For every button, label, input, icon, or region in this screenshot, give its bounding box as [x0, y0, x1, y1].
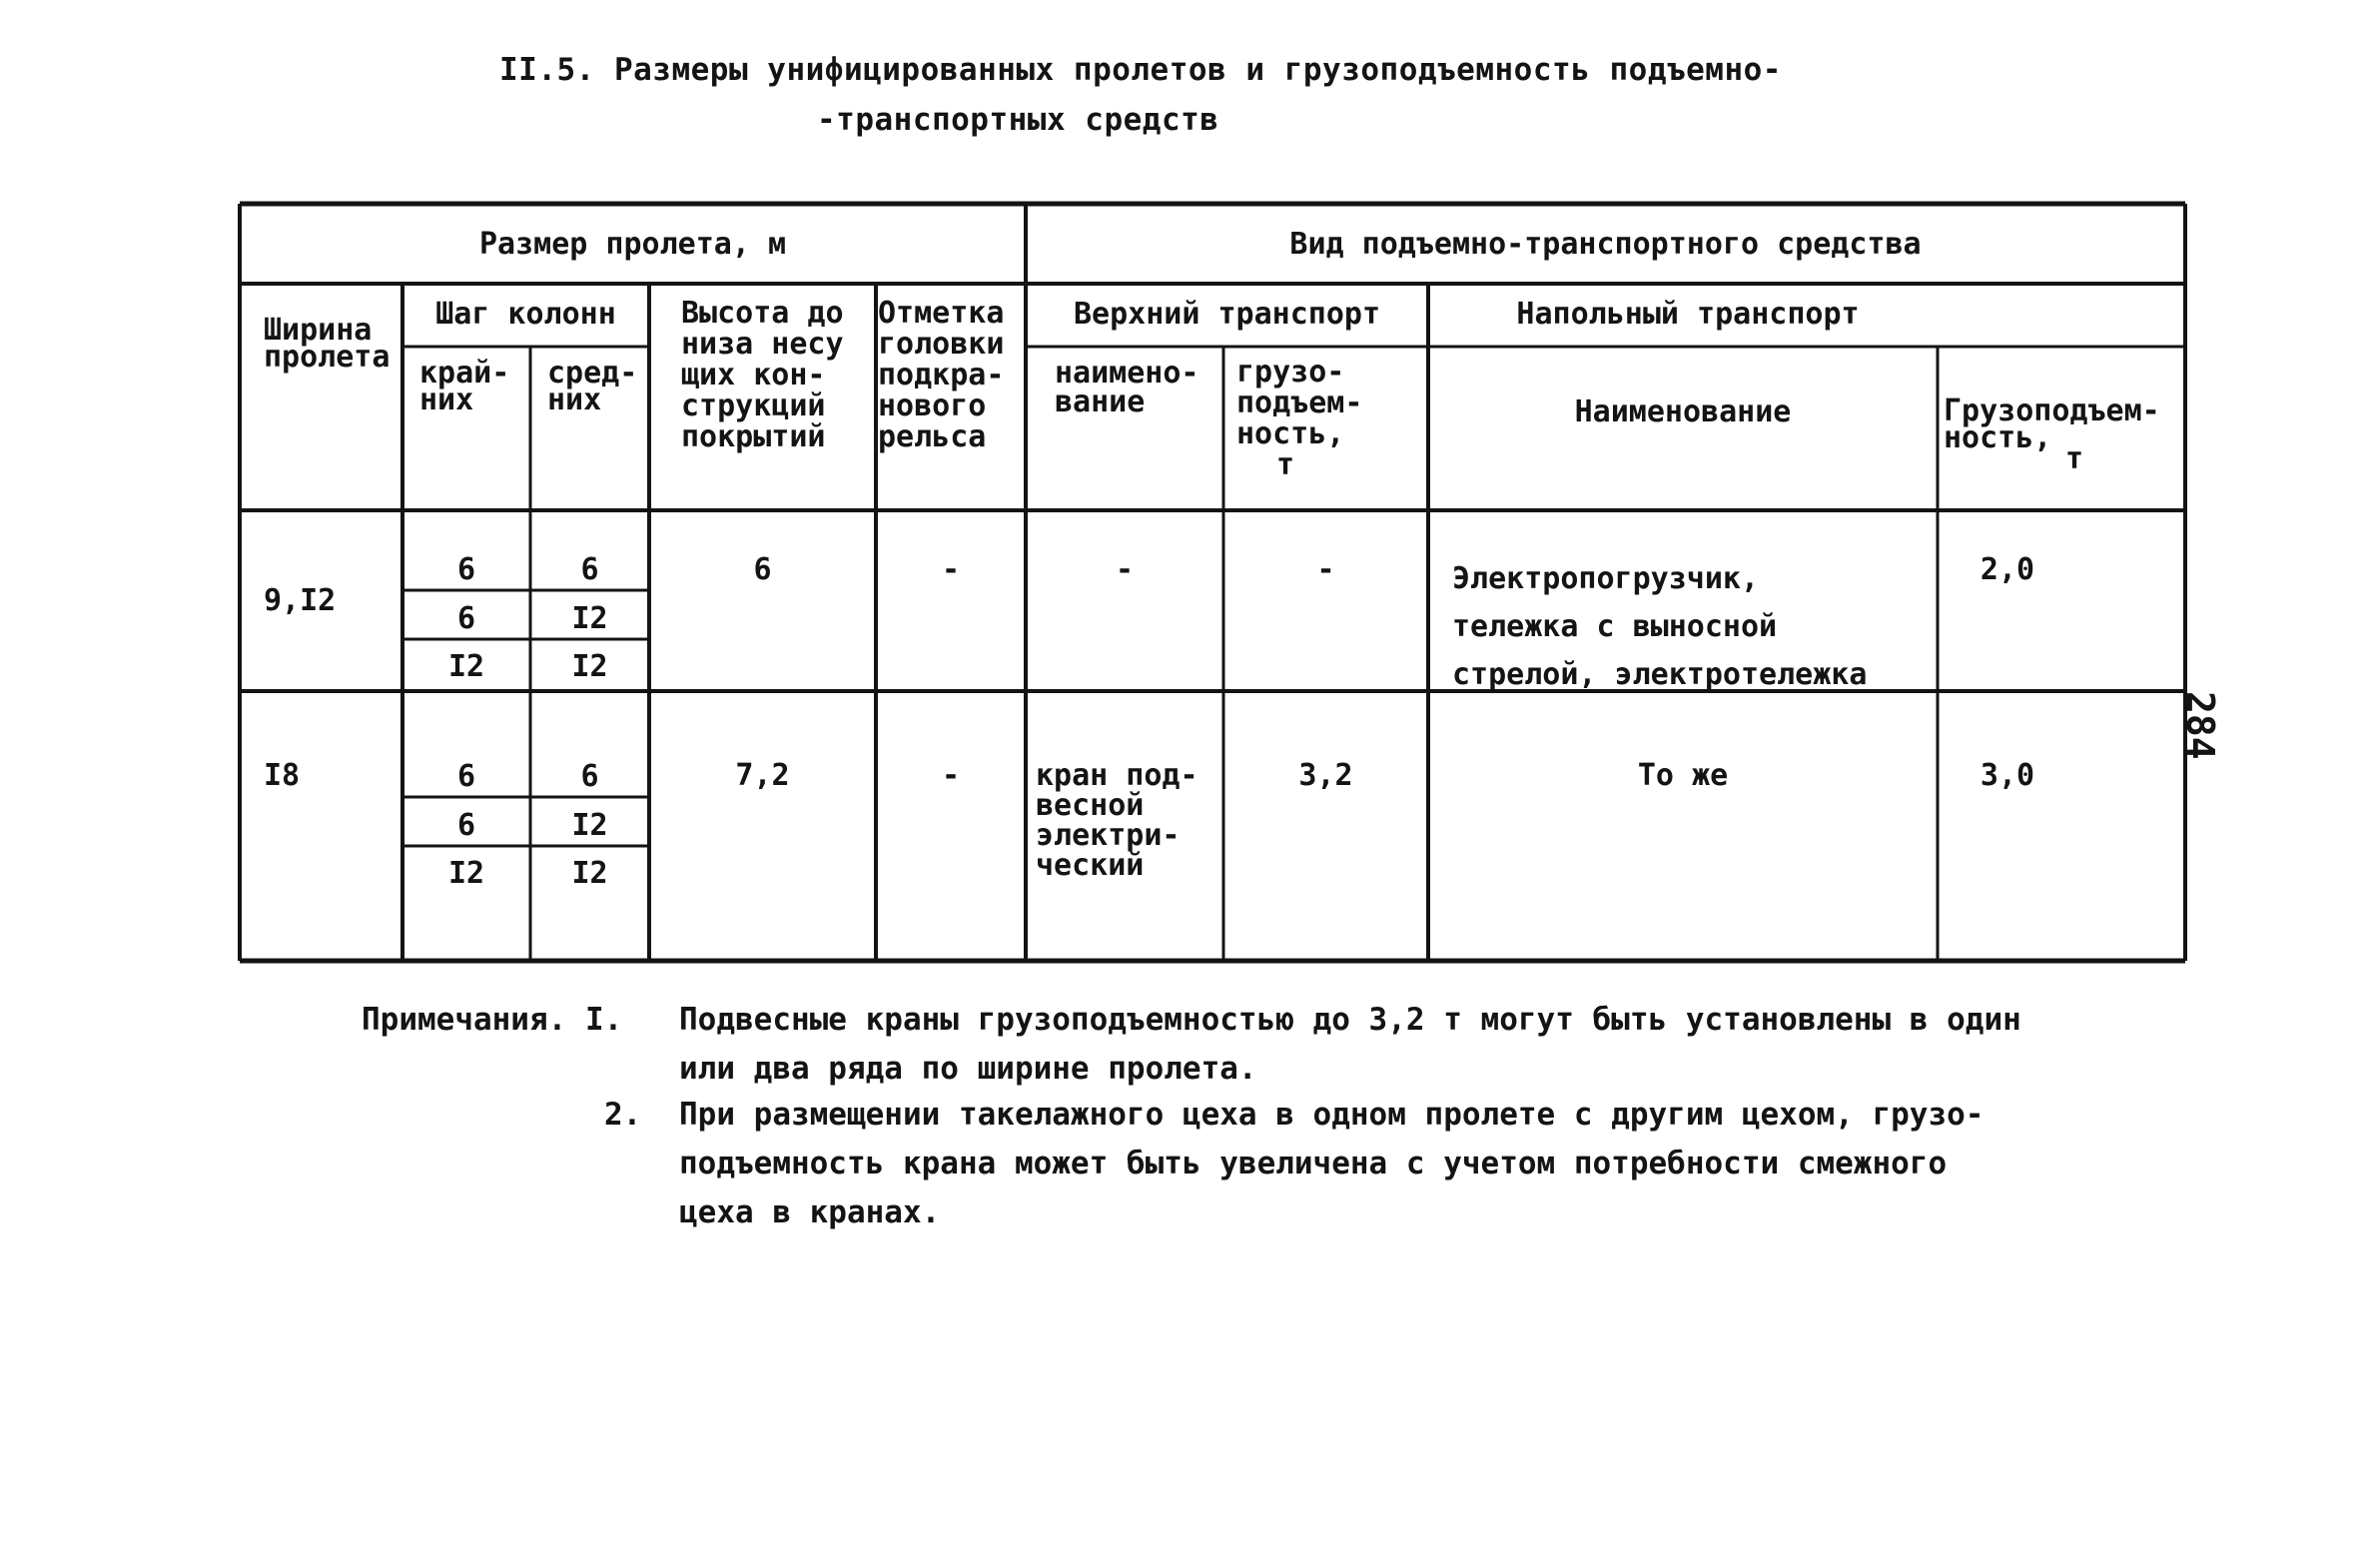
header-span-size: Размер пролета, м: [478, 227, 787, 262]
notes-label: Примечания. I.: [362, 1002, 623, 1038]
header-transport-type: Вид подъемно-транспортного средства: [1289, 227, 1922, 262]
header-upper-transport: Верхний транспорт: [1073, 297, 1381, 332]
row2-rail-mark: -: [941, 758, 961, 793]
row2-floor-capacity: 3,0: [1980, 758, 2035, 793]
row2-upper-capacity: 3,2: [1298, 758, 1353, 793]
header-column-step: Шаг колонн: [435, 297, 616, 332]
row2-step-edge-3: I2: [447, 856, 485, 891]
row2-upper-name: кран под- весной электри- ческий: [1036, 758, 1198, 883]
row2-height: 7,2: [735, 758, 790, 793]
header-floor-name: Наименование: [1574, 394, 1792, 429]
note-2-number: 2.: [604, 1097, 642, 1133]
table-title-line1: II.5. Размеры унифицированных пролетов и грузоподъемность подъемно-: [499, 52, 1782, 88]
row1-rail-mark: -: [941, 552, 961, 587]
row1-upper-capacity: -: [1316, 552, 1335, 587]
row2-span-width: I8: [264, 758, 301, 793]
header-rail-mark: Отметка головки подкра- нового рельса: [878, 296, 1005, 454]
row1-step-edge-3: I2: [447, 649, 485, 684]
header-floor-capacity: Грузоподъем- ность, т: [1944, 393, 2160, 476]
header-floor-transport: Напольный транспорт: [1516, 297, 1860, 332]
row2-step-edge-2: 6: [456, 808, 476, 843]
row1-step-edge-1: 6: [456, 552, 476, 587]
page-number: 284: [2178, 691, 2222, 760]
header-upper-name: наимено- вание: [1055, 356, 1199, 419]
row1-floor-capacity: 2,0: [1980, 552, 2035, 587]
row1-floor-name: Электропогрузчик, тележка с выносной стрелой, электротележка: [1452, 561, 1868, 692]
row2-step-edge-1: 6: [456, 759, 476, 794]
row1-height: 6: [753, 552, 772, 587]
header-step-middle: сред- них: [547, 356, 638, 417]
header-step-edge: край- них: [419, 356, 510, 417]
row1-step-mid-2: I2: [571, 601, 608, 636]
note-2: При размещении такелажного цеха в одном пролете с другим цехом, грузо- подъемность крана может быть увеличена с учетом потребности смежного цеха в кранах.: [679, 1097, 1984, 1230]
row1-step-edge-2: 6: [456, 601, 476, 636]
header-height-to-structures: Высота до низа несу щих кон- струкций покрытий: [681, 296, 844, 454]
row1-step-mid-3: I2: [571, 649, 608, 684]
row1-step-mid-1: 6: [580, 552, 599, 587]
row1-span-width: 9,I2: [264, 583, 337, 618]
row2-floor-name: То же: [1637, 758, 1729, 793]
row2-step-mid-2: I2: [571, 808, 608, 843]
header-upper-capacity: грузо- подъем- ность, т: [1236, 355, 1363, 482]
row2-step-mid-1: 6: [580, 759, 599, 794]
header-span-width: Ширина пролета: [264, 313, 391, 375]
table-title-line2: -транспортных средств: [817, 102, 1219, 138]
note-1: Подвесные краны грузоподъемностью до 3,2 т могут быть установлены в один или два ряда по ширине пролета.: [679, 1002, 2021, 1087]
row2-step-mid-3: I2: [571, 856, 608, 891]
row1-upper-name: -: [1115, 552, 1135, 587]
